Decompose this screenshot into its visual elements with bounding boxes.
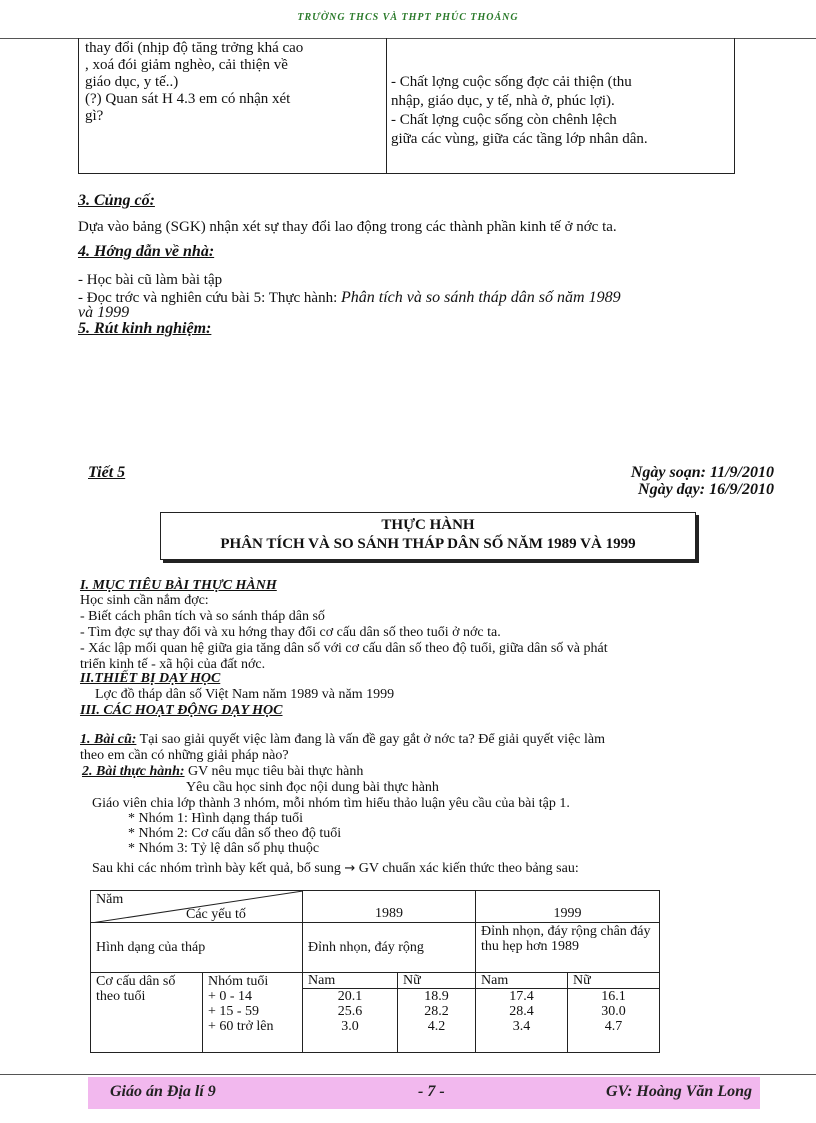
right-line: nhập, giáo dục, y tế, nhà ở, phúc lợi). (391, 93, 615, 109)
hinh-dang-label: Hình dạng của tháp (91, 923, 303, 973)
left-line: , xoá đói giảm nghèo, cải thiện về (85, 57, 288, 73)
huong-dan-line1: - Học bài cũ làm bài tập (78, 272, 223, 288)
age-group: + 15 - 59 (208, 1004, 260, 1019)
nhom-3: * Nhóm 3: Tỷ lệ dân số phụ thuộc (128, 841, 320, 856)
bai-thuc-hanh (82, 763, 363, 780)
value-cell: 17.4 (509, 989, 534, 1004)
table-divider (386, 38, 387, 173)
bai-cu-text: Tại sao giải quyết việc làm đang là vấn đề gay gắt ở nớc ta? Để giải quyết việc làm (136, 732, 605, 747)
right-line: - Chất lợng cuộc sống đợc cải thiện (thu (391, 74, 632, 90)
nam-1989-header: Nam (303, 973, 397, 989)
value-cell: 28.4 (509, 1004, 534, 1019)
nu-1999-header: Nữ (568, 973, 659, 989)
thiet-bi-title: II.THIẾT BỊ DẠY HỌC (80, 671, 221, 686)
thiet-bi-text: Lợc đồ tháp dân số Việt Nam năm 1989 và năm 1999 (95, 687, 395, 702)
yeu-cau-text: Yêu cầu học sinh đọc nội dung bài thực hành (186, 780, 439, 795)
rut-kinh-nghiem-title: 5. Rút kinh nghiệm: (78, 320, 212, 337)
year-1989-header: 1989 (303, 891, 476, 923)
continuation-table (78, 38, 735, 174)
left-line: thay đổi (nhịp độ tăng trởng khá cao (85, 40, 304, 56)
muc-tieu-line: Học sinh cần nắm đợc: (80, 593, 209, 608)
huong-dan-line2-plain: - Đọc trớc và nghiên cứu bài 5: Thực hành: (78, 290, 342, 306)
hoat-dong-title: III. CÁC HOẠT ĐỘNG DẠY HỌC (80, 703, 283, 718)
lesson-title-line2: PHÂN TÍCH VÀ SO SÁNH THÁP DÂN SỐ NĂM 1989 VÀ 1999 (220, 536, 636, 552)
value-cell: 30.0 (601, 1004, 626, 1019)
value-cell: 16.1 (601, 989, 626, 1004)
value-cell: 18.9 (424, 989, 449, 1004)
nu-1989-cell (398, 973, 476, 1053)
left-line: gì? (85, 108, 104, 124)
footer-left: Giáo án Địa lí 9 (110, 1083, 216, 1100)
value-cell: 3.4 (512, 1019, 531, 1034)
left-cell (85, 40, 380, 125)
bai-thuc-hanh-label: 2. Bài thực hành: (82, 764, 185, 779)
co-cau-label: Cơ cấu dân số theo tuổi (91, 973, 203, 1053)
nhom-2: * Nhóm 2: Cơ cấu dân số theo độ tuổi (128, 826, 342, 841)
sau-khi-text (92, 860, 579, 877)
muc-tieu-line: - Tìm đợc sự thay đổi và xu hớng thay đổi cơ cấu dân số theo tuổi ở nớc ta. (80, 625, 501, 640)
value-cell: 3.0 (341, 1019, 359, 1034)
footer-rule (0, 1074, 816, 1075)
value-cell: 4.7 (604, 1019, 623, 1034)
bai-cu (80, 731, 780, 748)
ngay-day: Ngày dạy: 16/9/2010 (638, 481, 774, 498)
nam-1989-cell (303, 973, 398, 1053)
huong-dan-line3: và 1999 (78, 304, 130, 321)
nhom-tuoi-label: Nhóm tuổi (208, 974, 269, 989)
bai-cu-label: 1. Bài cũ: (80, 732, 137, 747)
sau-khi-part1: Sau khi các nhóm trình bày kết quả, bổ sung (92, 861, 341, 876)
right-cell (391, 73, 729, 149)
nam-header: Năm (96, 892, 124, 907)
right-line: - Chất lợng cuộc sống còn chênh lệch (391, 112, 617, 128)
huong-dan-title: 4. Hớng dẫn về nhà: (78, 243, 215, 260)
bai-thuc-hanh-text: GV nêu mục tiêu bài thực hành (184, 764, 364, 779)
cung-co-title: 3. Củng cố: (78, 192, 155, 209)
value-cell: 28.2 (424, 1004, 449, 1019)
muc-tieu-line: - Xác lập mối quan hệ giữa gia tăng dân số với cơ cấu dân số theo độ tuổi, giữa dân số và phát (80, 641, 608, 656)
right-line: giữa các vùng, giữa các tầng lớp nhân dân. (391, 131, 648, 147)
bai-cu-line2: theo em cần có những giải pháp nào? (80, 748, 289, 763)
huong-dan-line2 (78, 289, 778, 307)
left-line: giáo dục, y tế..) (85, 74, 179, 90)
population-structure-table (90, 890, 660, 1053)
age-group: + 0 - 14 (208, 989, 253, 1004)
lesson-title-box (160, 512, 696, 560)
footer-right: GV: Hoàng Văn Long (606, 1083, 752, 1100)
muc-tieu-line: triển kinh tế - xã hội của đất nớc. (80, 657, 266, 672)
lesson-number: Tiết 5 (88, 464, 126, 481)
muc-tieu-body (80, 593, 780, 673)
arrow-right-icon: → (344, 861, 356, 876)
sau-khi-part2: GV chuẩn xác kiến thức theo bảng sau: (355, 861, 579, 876)
shape-1989: Đỉnh nhọn, đáy rộng (303, 923, 476, 973)
nam-1999-cell (476, 973, 568, 1053)
yeu-to-header: Các yếu tố (186, 907, 246, 922)
muc-tieu-line: - Biết cách phân tích và so sánh tháp dân số (80, 609, 325, 624)
value-cell: 25.6 (337, 1004, 363, 1019)
left-line: (?) Quan sát H 4.3 em có nhận xét (85, 91, 291, 107)
age-group: + 60 trở lên (208, 1019, 274, 1034)
table-corner-cell (91, 891, 303, 923)
year-1999-header: 1999 (476, 891, 660, 923)
nu-1989-header: Nữ (398, 973, 475, 989)
cung-co-text: Dựa vào bảng (SGK) nhận xét sự thay đổi lao động trong các thành phần kinh tế ở nớc ta. (78, 219, 617, 235)
value-cell: 20.1 (337, 989, 363, 1004)
nam-1999-header: Nam (476, 973, 567, 989)
chia-nhom-text: Giáo viên chia lớp thành 3 nhóm, mỗi nhóm tìm hiểu thảo luận yêu cầu của bài tập 1. (92, 796, 570, 811)
lesson-title-line1: THỰC HÀNH (381, 517, 475, 533)
value-cell: 4.2 (427, 1019, 446, 1034)
page-header: TRƯỜNG THCS VÀ THPT PHÚC THOÁNG (297, 12, 519, 23)
huong-dan-line2-italic: Phân tích và so sánh tháp dân số năm 1989 (341, 289, 621, 306)
nhom-tuoi-cell (203, 973, 303, 1053)
nu-1999-cell (568, 973, 660, 1053)
ngay-soan: Ngày soạn: 11/9/2010 (630, 464, 774, 481)
nhom-1: * Nhóm 1: Hình dạng tháp tuổi (128, 811, 303, 826)
page-number: - 7 - (418, 1083, 445, 1100)
muc-tieu-title: I. MỤC TIÊU BÀI THỰC HÀNH (80, 578, 277, 593)
shape-1999: Đỉnh nhọn, đáy rộng chân đáy thu hẹp hơn 1989 (476, 923, 660, 973)
